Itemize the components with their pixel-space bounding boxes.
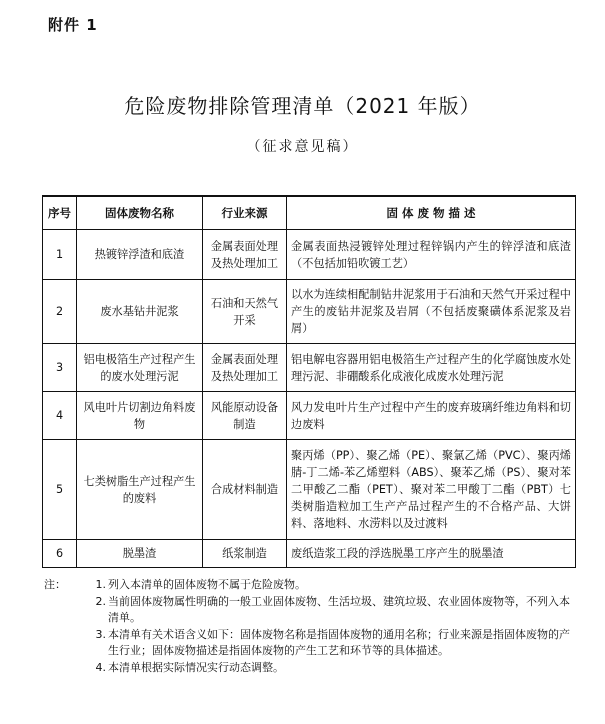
row-description: 铝电解电容器用铝电极箔生产过程产生的化学腐蚀废水处理污泥、非硼酸系化成液化成废水处理污泥 [287, 344, 576, 392]
row-industry: 风能原动设备制造 [203, 392, 287, 440]
note-label: 3. [95, 627, 106, 641]
row-industry: 金属表面处理及热处理加工 [203, 344, 287, 392]
table-row [43, 540, 576, 568]
header-industry: 行业来源 [203, 196, 287, 230]
row-waste-name: 废水基钻井泥浆 [77, 280, 203, 344]
note-item [44, 660, 574, 677]
header-description: 固 体 废 物 描 述 [287, 196, 576, 230]
note-text: 本清单有关术语含义如下：固体废物名称是指固体废物的通用名称；行业来源是指固体废物的产生行业；固体废物描述是指固体废物的产生工艺和环节等的具体描述。 [108, 627, 570, 657]
row-waste-name: 铝电极箔生产过程产生的废水处理污泥 [77, 344, 203, 392]
note-text: 本清单根据实际情况实行动态调整。 [108, 660, 284, 674]
row-no: 1 [43, 230, 77, 280]
notes-section [44, 577, 574, 676]
row-description: 以水为连续相配制钻井泥浆用于石油和天然气开采过程中产生的废钻井泥浆及岩屑（不包括废聚磺体系泥浆及岩屑） [287, 280, 576, 344]
table-row [43, 344, 576, 392]
table-row [43, 280, 576, 344]
annex-label: 附件 1 [48, 16, 98, 34]
row-waste-name: 七类树脂生产过程产生的废料 [77, 440, 203, 540]
row-industry: 金属表面处理及热处理加工 [203, 230, 287, 280]
notes-prefix: 注： [44, 578, 66, 591]
note-text: 列入本清单的固体废物不属于危险废物。 [108, 578, 306, 591]
row-description: 废纸造浆工段的浮选脱墨工序产生的脱墨渣 [287, 540, 576, 568]
row-waste-name: 风电叶片切割边角料废物 [77, 392, 203, 440]
row-waste-name: 热镀锌浮渣和底渣 [77, 230, 203, 280]
note-label: 4. [95, 660, 106, 674]
row-industry: 石油和天然气开采 [203, 280, 287, 344]
row-waste-name: 脱墨渣 [77, 540, 203, 568]
document-subtitle: （征求意见稿） [246, 139, 359, 155]
row-no: 2 [43, 280, 77, 344]
table-row [43, 392, 576, 440]
row-industry: 合成材料制造 [203, 440, 287, 540]
table-row [43, 230, 576, 280]
note-item [44, 577, 574, 594]
row-no: 3 [43, 344, 77, 392]
exclusion-list-table [42, 195, 576, 568]
row-industry: 纸浆制造 [203, 540, 287, 568]
table-header-row [43, 196, 576, 230]
row-no: 5 [43, 440, 77, 540]
note-text: 当前固体废物属性明确的一般工业固体废物、生活垃圾、建筑垃圾、农业固体废物等，不列入本清单。 [108, 594, 570, 624]
row-description: 聚丙烯（PP）、聚乙烯（PE）、聚氯乙烯（PVC）、聚丙烯腈-丁二烯-苯乙烯塑料（ABS）、聚苯乙烯（PS）、聚对苯二甲酸乙二酯（PET）、聚对苯二甲酸丁二酯（PBT）七类树脂造粒加工生产产品过程产生的不合格产品、大饼料、落地料、水涝料以及过渡料 [287, 440, 576, 540]
row-description: 风力发电叶片生产过程中产生的废弃玻璃纤维边角料和切边废料 [287, 392, 576, 440]
row-description: 金属表面热浸镀锌处理过程锌锅内产生的锌浮渣和底渣（不包括加铅吹镀工艺） [287, 230, 576, 280]
document-title: 危险废物排除管理清单（2021 年版） [124, 94, 481, 118]
note-label: 1. [95, 578, 106, 591]
header-waste-name: 固体废物名称 [77, 196, 203, 230]
note-item [44, 594, 574, 627]
note-label: 2. [95, 594, 106, 608]
note-item [44, 627, 574, 660]
table-row [43, 440, 576, 540]
row-no: 6 [43, 540, 77, 568]
header-no: 序号 [43, 196, 77, 230]
row-no: 4 [43, 392, 77, 440]
